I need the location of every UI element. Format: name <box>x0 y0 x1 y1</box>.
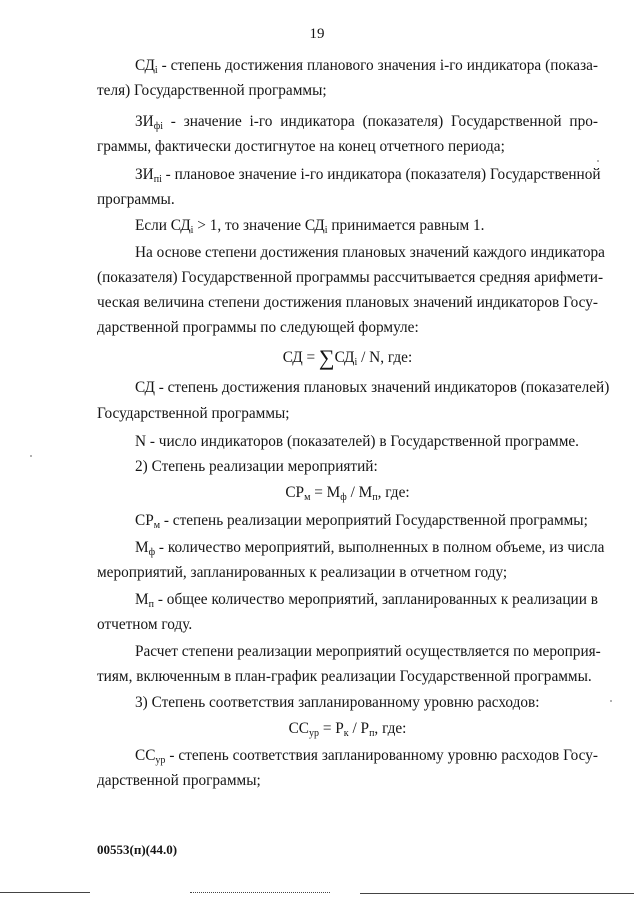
subscript: п <box>369 728 375 739</box>
subscript: i <box>190 225 194 236</box>
paragraph-line: N - число индикаторов (показателей) в Государственной программе. <box>135 433 579 450</box>
subscript: ур <box>155 755 166 766</box>
text-run: - степень соответствия запланированному уровню расходов Госу- <box>165 747 598 764</box>
section-heading: 2) Степень реализации мероприятий: <box>135 458 378 475</box>
text-run: - количество мероприятий, выполненных в полном объеме, из числа <box>155 539 605 556</box>
scan-speck <box>610 700 612 702</box>
scan-speck <box>597 160 599 162</box>
subscript: м <box>153 520 161 531</box>
paragraph-line: (показателя) Государственной программы рассчитывается средняя арифмети- <box>97 269 604 286</box>
text-run: > 1, то значение СД <box>193 217 325 234</box>
section-heading: 3) Степень соответствия запланированному уровню расходов: <box>135 694 540 711</box>
paragraph-line: тиям, включенным в план-график реализации Государственной программы. <box>97 668 592 685</box>
paragraph-line <box>97 111 598 133</box>
subscript: п <box>372 492 378 503</box>
subscript: i <box>324 225 328 236</box>
paragraph-line: дарственной программы; <box>97 772 261 789</box>
page-number: 19 <box>309 26 325 42</box>
formula-part: СД = <box>282 349 319 366</box>
text-run: - степень реализации мероприятий Государственной программы; <box>160 512 588 529</box>
paragraph-line <box>97 164 601 186</box>
paragraph-line <box>97 589 598 611</box>
text-run: М <box>135 591 149 608</box>
scan-speck <box>30 455 32 457</box>
text-run: СР <box>135 512 154 529</box>
formula-part: = М <box>310 484 341 501</box>
subscript: фi <box>153 121 163 132</box>
formula-measures <box>97 482 598 504</box>
paragraph-line <box>97 55 598 77</box>
text-run: - степень достижения планового значения i-го индикатора (показа- <box>157 57 598 74</box>
paragraph-line: программы. <box>97 191 175 208</box>
text-run: - плановое значение i-го индикатора (показателя) Государственной <box>161 166 601 183</box>
paragraph-line: СД - степень достижения плановых значений индикаторов (показателей) <box>135 379 610 396</box>
subscript: i <box>354 357 358 368</box>
text-run: Если СД <box>135 217 191 234</box>
sum-symbol: ∑ <box>318 345 335 370</box>
text-run: СД <box>135 57 155 74</box>
formula-part: СС <box>288 720 309 737</box>
paragraph-line <box>97 537 605 559</box>
paragraph-line: Государственной программы; <box>97 405 290 422</box>
text-run: ЗИ <box>135 113 154 130</box>
text-run: М <box>135 539 149 556</box>
subscript: i <box>154 65 158 76</box>
text-run: - значение i-го индикатора (показателя) Государственной про- <box>162 113 598 130</box>
paragraph-line: отчетном году. <box>97 616 193 633</box>
formula-part: , где: <box>374 720 407 737</box>
subscript: к <box>343 728 349 739</box>
formula-part: , где: <box>377 484 410 501</box>
scan-line <box>360 893 634 894</box>
formula-part: СР <box>285 484 305 501</box>
paragraph-line: мероприятий, запланированных к реализации в отчетном году; <box>97 564 508 581</box>
scan-line <box>190 892 330 893</box>
text-run: принимается равным 1. <box>327 217 485 234</box>
paragraph-line <box>97 745 598 767</box>
formula-part: = Р <box>319 720 344 737</box>
text-run: СС <box>135 747 156 764</box>
paragraph-line: теля) Государственной программы; <box>97 82 327 99</box>
formula-part: СД <box>334 349 355 366</box>
paragraph-line: граммы, фактически достигнутое на конец отчетного периода; <box>97 138 505 155</box>
paragraph-line: Расчет степени реализации мероприятий осуществляется по мероприя- <box>135 643 601 660</box>
formula-expenses <box>97 718 598 740</box>
scan-line <box>0 892 90 893</box>
subscript: ф <box>340 492 347 503</box>
formula-part: / N, где: <box>357 349 413 366</box>
subscript: п <box>148 599 154 610</box>
subscript: м <box>304 492 311 503</box>
paragraph-line <box>97 215 598 237</box>
formula-part: / М <box>346 484 373 501</box>
paragraph-line: ческая величина степени достижения плановых значений индикаторов Госу- <box>97 294 598 311</box>
footer-code: 00553(п)(44.0) <box>97 842 178 857</box>
formula-achievement <box>97 347 598 369</box>
paragraph-line: дарственной программы по следующей формуле: <box>97 319 419 336</box>
text-run: ЗИ <box>135 166 154 183</box>
text-run: - общее количество мероприятий, запланированных к реализации в <box>153 591 598 608</box>
formula-part: / Р <box>348 720 370 737</box>
paragraph-line: На основе степени достижения плановых значений каждого индикатора <box>135 244 605 261</box>
paragraph-line <box>97 510 598 532</box>
subscript: ур <box>309 728 319 739</box>
subscript: ф <box>148 547 156 558</box>
subscript: пi <box>153 174 162 185</box>
